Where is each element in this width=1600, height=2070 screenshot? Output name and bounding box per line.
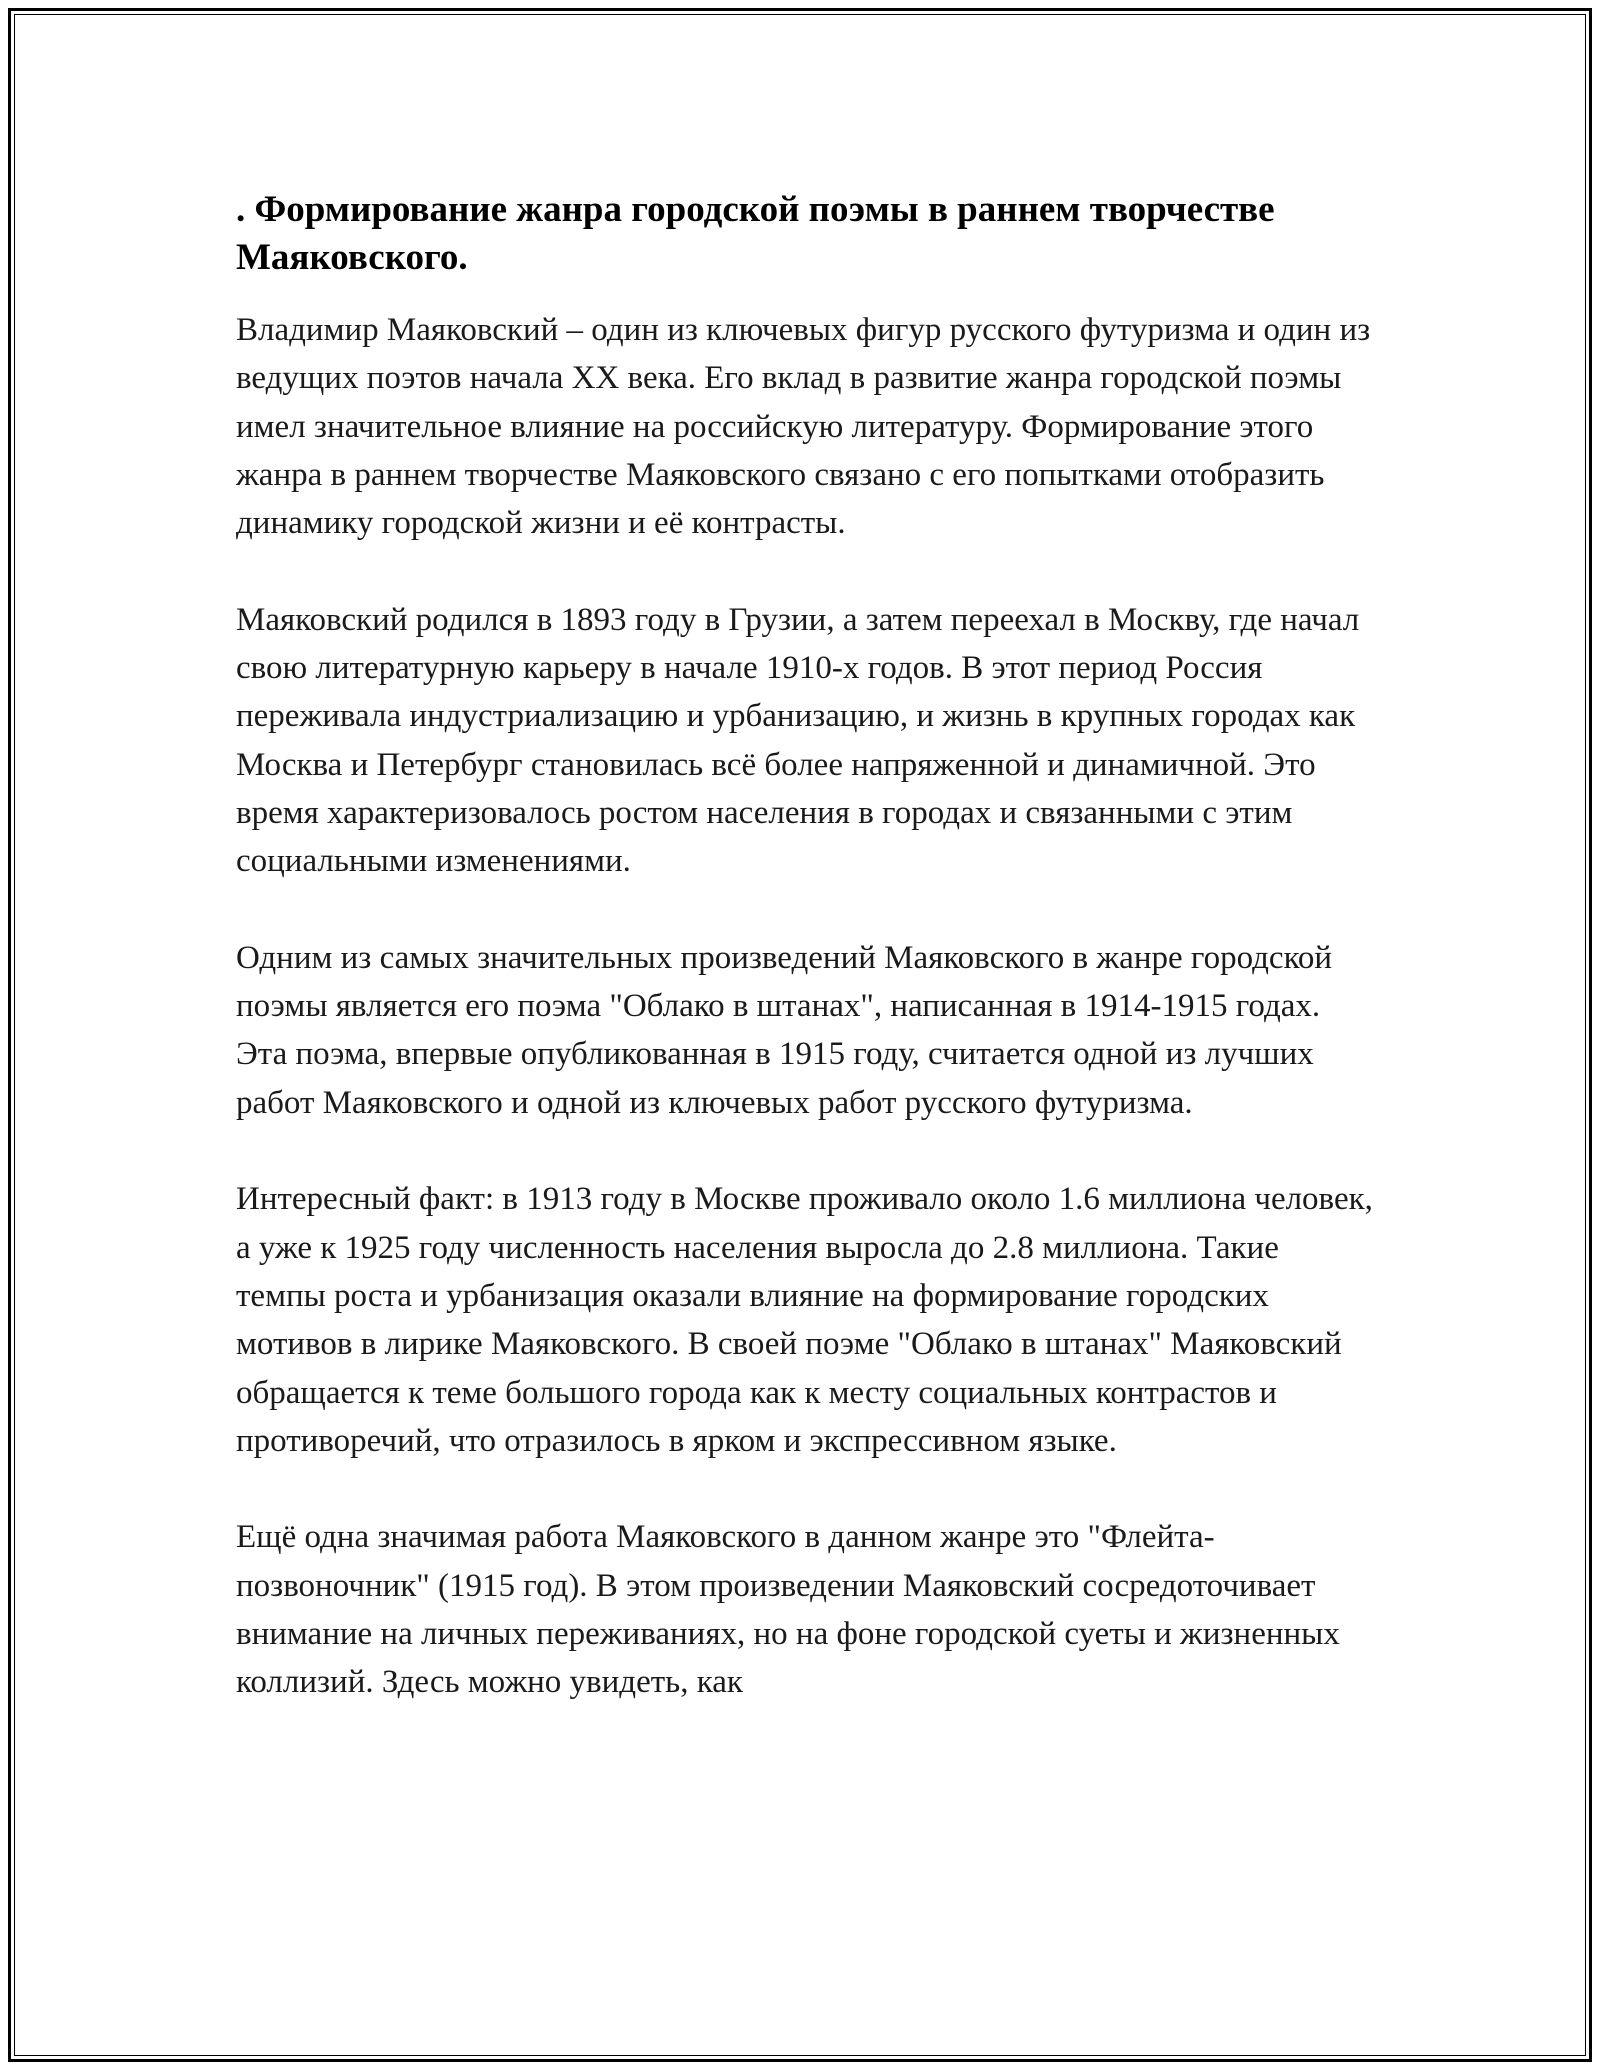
paragraph-1: Владимир Маяковский – один из ключевых фигур русского футуризма и один из ведущих поэтов начала XX века. Его вклад в развитие жанра городской поэмы имел значительное влияние на российскую литературу. Формирование этого жанра в раннем творчестве Маяковского связано с его попытками отобразить динамику городской жизни и её контрасты. — [236, 312, 1371, 542]
document-body — [236, 186, 1376, 1755]
paragraph-3: Одним из самых значительных произведений Маяковского в жанре городской поэмы является его поэма "Облако в штанах", написанная в 1914-1915 годах. Эта поэма, впервые опубликованная в 1915 году, считается одной из лучших работ Маяковского и одной из ключевых работ русского футуризма. — [236, 939, 1333, 1121]
document-heading: . Формирование жанра городской поэмы в раннем творчестве Маяковского. — [236, 189, 1275, 278]
paragraph-5: Ещё одна значимая работа Маяковского в данном жанре это "Флейта-позвоночник" (1915 год). В этом произведении Маяковский сосредоточивает внимание на личных переживаниях, но на фоне городской суеты и жизненных коллизий. Здесь можно увидеть, как — [236, 1519, 1340, 1701]
paragraph-2: Маяковский родился в 1893 году в Грузии, а затем переехал в Москву, где начал свою литературную карьеру в начале 1910-х годов. В этот период Россия переживала индустриализацию и урбанизацию, и жизнь в крупных городах как Москва и Петербург становилась всё более напряженной и динамичной. Это время характеризовалось ростом населения в городах и связанными с этим социальными изменениями. — [236, 601, 1360, 880]
paragraph-4: Интересный факт: в 1913 году в Москве проживало около 1.6 миллиона человек, а уже к 1925 году численность населения выросла до 2.8 миллиона. Такие темпы роста и урбанизация оказали влияние на формирование городских мотивов в лирике Маяковского. В своей поэме "Облако в штанах" Маяковский обращается к теме большого города как к месту социальных контрастов и противоречий, что отразилось в ярком и экспрессивном языке. — [236, 1181, 1373, 1459]
